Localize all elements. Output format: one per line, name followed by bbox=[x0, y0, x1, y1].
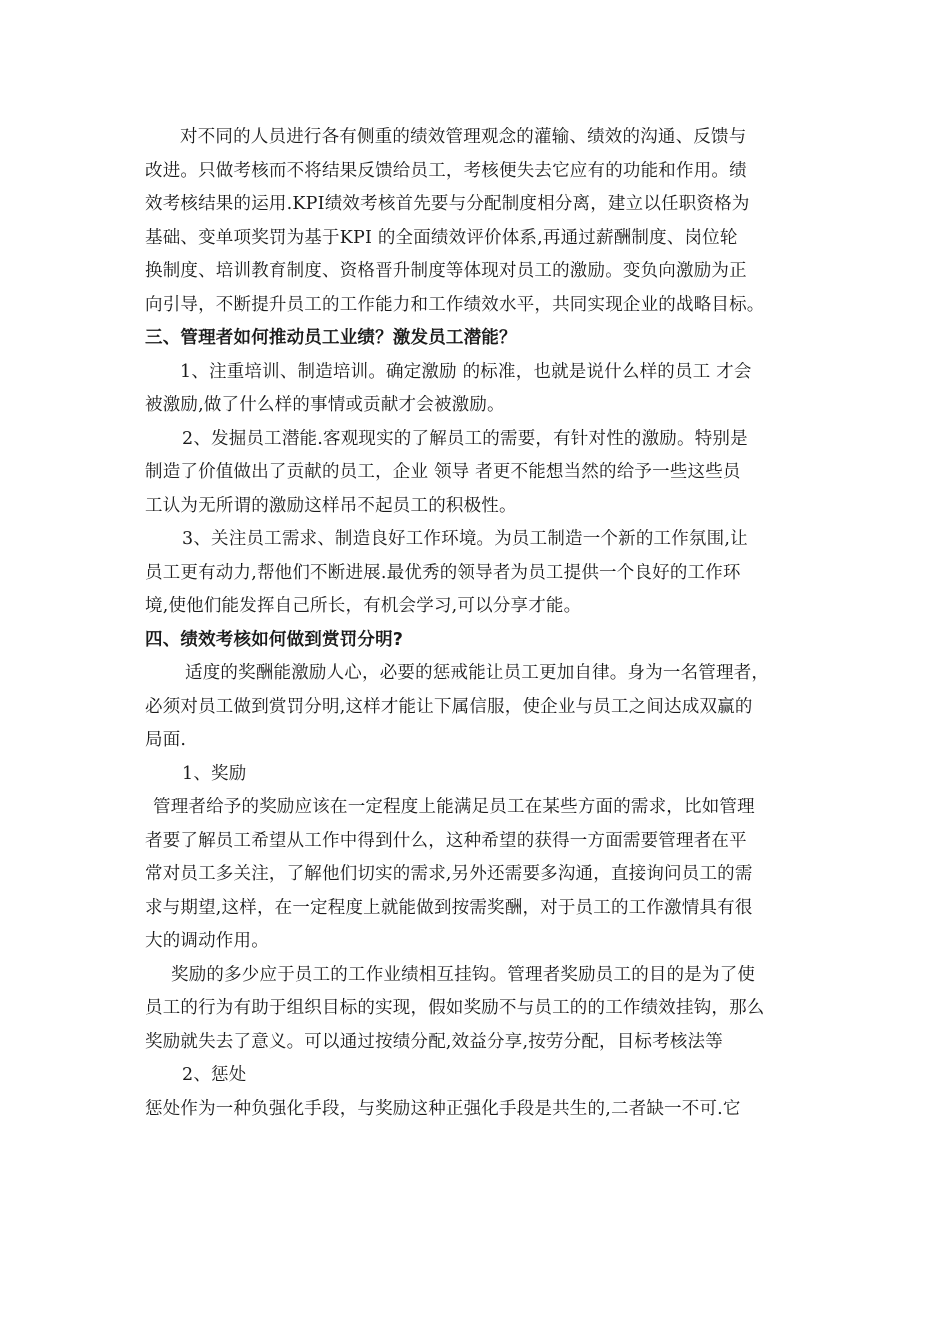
paragraph-line: 效考核结果的运用.KPI绩效考核首先要与分配制度相分离，建立以任职资格为 bbox=[145, 194, 750, 214]
paragraph-line: 者要了解员工希望从工作中得到什么，这种希望的获得一方面需要管理者在平 bbox=[145, 830, 747, 851]
section-heading: 四、绩效考核如何做到赏罚分明? bbox=[145, 629, 404, 650]
paragraph-line: 大的调动作用。 bbox=[145, 931, 269, 951]
list-item-line: 3、关注员工需求、制造良好工作环境。为员工制造一个新的工作氛围,让 bbox=[182, 529, 748, 549]
paragraph-line: 改进。只做考核而不将结果反馈给员工，考核便失去它应有的功能和作用。绩 bbox=[145, 160, 747, 181]
paragraph-line: 局面. bbox=[145, 730, 187, 750]
list-item-line: 制造了价值做出了贡献的员工，企业 领导 者更不能想当然的给予一些这些员 bbox=[145, 462, 741, 482]
paragraph-line: 对不同的人员进行各有侧重的绩效管理观念的灌输、绩效的沟通、反馈与 bbox=[180, 127, 747, 147]
paragraph-line: 求与期望,这样，在一定程度上就能做到按需奖酬，对于员工的工作激情具有很 bbox=[145, 897, 753, 918]
paragraph-line: 管理者给予的奖励应该在一定程度上能满足员工在某些方面的需求，比如管理 bbox=[153, 797, 755, 817]
subheading-line: 2、惩处 bbox=[182, 1065, 247, 1085]
paragraph-line: 常对员工多关注，了解他们切实的需求,另外还需要多沟通，直接询问员工的需 bbox=[145, 864, 753, 884]
paragraph-line: 惩处作为一种负强化手段，与奖励这种正强化手段是共生的,二者缺一不可.它 bbox=[145, 1098, 741, 1119]
paragraph-line: 员工的行为有助于组织目标的实现，假如奖励不与员工的的工作绩效挂钩，那么 bbox=[145, 998, 765, 1018]
paragraph-line: 适度的奖酬能激励人心，必要的惩戒能让员工更加自律。身为一名管理者， bbox=[185, 663, 770, 683]
paragraph-line: 奖励就失去了意义。可以通过按绩分配,效益分享,按劳分配，目标考核法等 bbox=[145, 1031, 723, 1052]
document-body bbox=[145, 121, 815, 1126]
section-heading: 三、管理者如何推动员工业绩？激发员工潜能？ bbox=[145, 328, 517, 348]
list-item-line: 被激励,做了什么样的事情或贡献才会被激励。 bbox=[145, 395, 505, 415]
list-item-line: 1、注重培训、制造培训。确定激励 的标准，也就是说什么样的员工 才会 bbox=[180, 361, 752, 382]
paragraph-line: 基础、变单项奖罚为基于KPI 的全面绩效评价体系,再通过薪酬制度、岗位轮 bbox=[145, 227, 738, 248]
subheading-line: 1、奖励 bbox=[182, 763, 247, 784]
list-item-line: 工认为无所谓的激励这样吊不起员工的积极性。 bbox=[145, 495, 517, 516]
paragraph-line: 必须对员工做到赏罚分明,这样才能让下属信服，使企业与员工之间达成双赢的 bbox=[145, 696, 753, 717]
paragraph-line: 换制度、培训教育制度、资格晋升制度等体现对员工的激励。变负向激励为正 bbox=[145, 261, 747, 281]
list-item-line: 2、发掘员工潜能.客观现实的了解员工的需要，有针对性的激励。特别是 bbox=[182, 428, 748, 449]
list-item-line: 境,使他们能发挥自己所长，有机会学习,可以分享才能。 bbox=[145, 596, 582, 616]
paragraph-line: 奖励的多少应于员工的工作业绩相互挂钩。管理者奖励员工的目的是为了使 bbox=[171, 964, 756, 985]
paragraph-line: 向引导，不断提升员工的工作能力和工作绩效水平，共同实现企业的战略目标。 bbox=[145, 294, 765, 315]
list-item-line: 员工更有动力,帮他们不断进展.最优秀的领导者为员工提供一个良好的工作环 bbox=[145, 562, 741, 583]
